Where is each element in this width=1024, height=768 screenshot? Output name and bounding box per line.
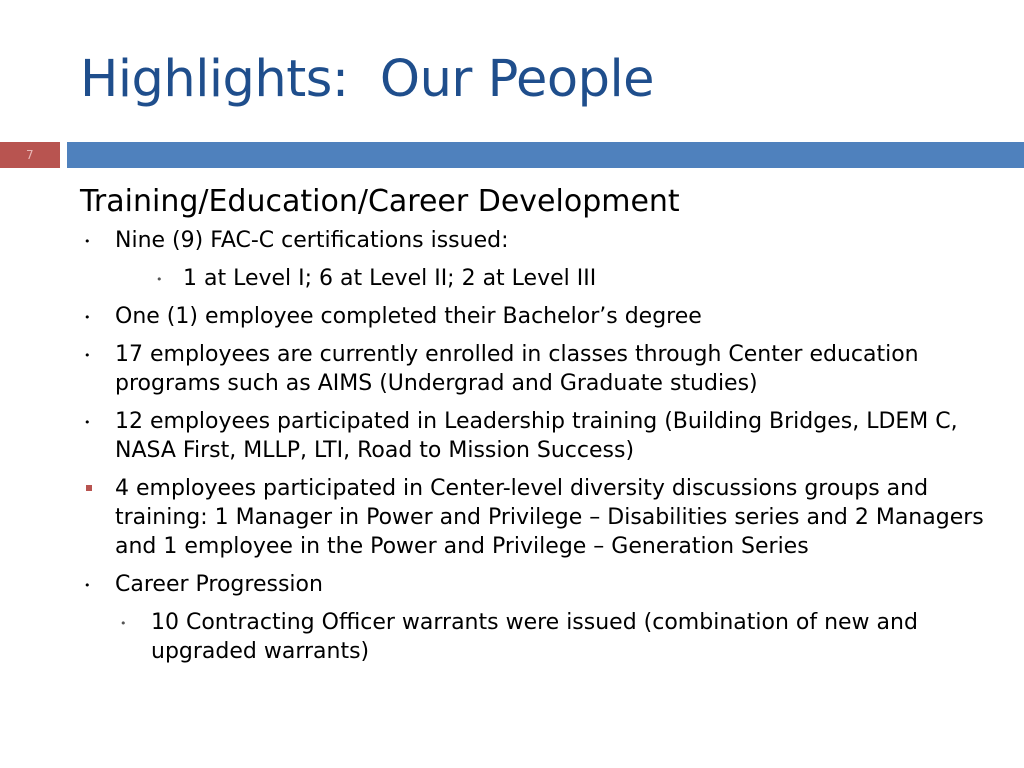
sub-bullet-item — [80, 608, 1000, 666]
bullet-text: One (1) employee completed their Bachelor’s degree — [115, 304, 702, 329]
bullet-text: 4 employees participated in Center-level diversity discussions groups and training: 1 Manager in Power and Privilege – Disabilities series and 2 Managers and 1 employee in the Power and Privilege – Generation Series — [115, 476, 984, 559]
bullet-square-icon — [86, 485, 92, 491]
bullet-dot-icon: • — [84, 579, 91, 592]
bullet-text: 17 employees are currently enrolled in classes through Center education programs such as AIMS (Undergrad and Graduate studies) — [115, 342, 919, 396]
bullet-text: 12 employees participated in Leadership training (Building Bridges, LDEM C, NASA First, MLLP, LTI, Road to Mission Success) — [115, 409, 958, 463]
slide-title: Highlights: Our People — [80, 50, 655, 109]
bullet-item — [80, 340, 1000, 398]
bullet-dot-icon: • — [84, 349, 91, 362]
bullet-item — [80, 302, 1000, 331]
bullet-dot-icon: • — [84, 416, 91, 429]
bullet-text: 1 at Level I; 6 at Level II; 2 at Level III — [183, 266, 597, 291]
slide-body — [80, 180, 1000, 675]
bullet-item — [80, 407, 1000, 465]
bullet-item — [80, 226, 1000, 255]
bullet-dot-icon: • — [156, 273, 163, 286]
bullet-item — [80, 570, 1000, 599]
bullet-item — [80, 474, 1000, 561]
bullet-text: 10 Contracting Officer warrants were issued (combination of new and upgraded warrants) — [151, 610, 918, 664]
bullet-dot-icon: • — [120, 617, 127, 630]
bullet-text: Career Progression — [115, 572, 323, 597]
section-heading: Training/Education/Career Development — [80, 184, 680, 219]
bullet-text: Nine (9) FAC-C certifications issued: — [115, 228, 509, 253]
sub-bullet-item — [80, 264, 1000, 293]
bullet-dot-icon: • — [84, 235, 91, 248]
slide-number: 7 — [0, 142, 60, 168]
bullet-dot-icon: • — [84, 311, 91, 324]
header-divider-bar — [67, 142, 1024, 168]
